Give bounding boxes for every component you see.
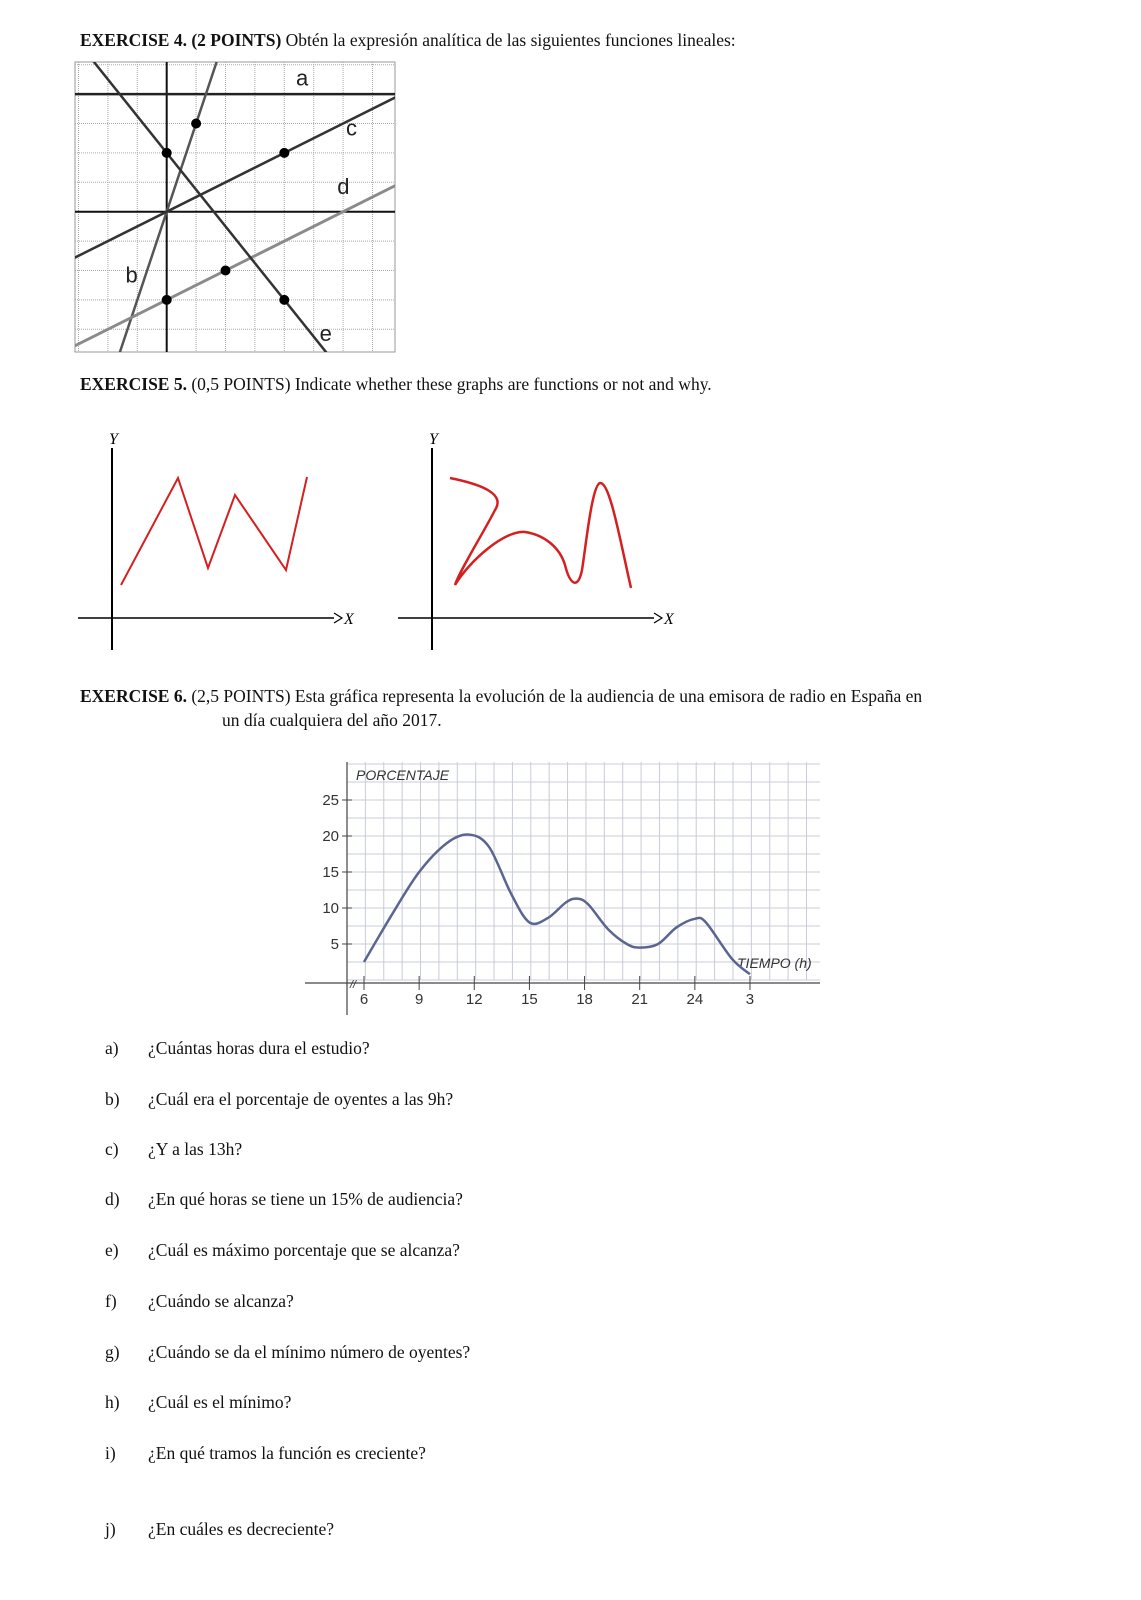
graph2-y-label: Y <box>429 431 438 448</box>
question-label: i) <box>105 1443 116 1463</box>
question-label: f) <box>105 1291 117 1311</box>
question-text: ¿Cuál es el mínimo? <box>148 1392 292 1412</box>
exercise4-text: Obtén la expresión analítica de las siguientes funciones lineales: <box>285 30 736 50</box>
x-tick-label: 21 <box>631 991 649 1008</box>
x-axis-title: TIEMPO (h) <box>737 955 812 971</box>
graph2-x-label: X <box>664 611 674 628</box>
y-tick-label: 25 <box>322 792 339 809</box>
x-tick-label: 15 <box>521 991 538 1008</box>
exercise6-text-line1: Esta gráfica representa la evolución de la audiencia de una emisora de radio en España en <box>294 686 923 706</box>
y-tick-label: 20 <box>322 828 339 845</box>
line-label-d: d <box>337 174 350 200</box>
line-label-c: c <box>346 115 358 141</box>
exercise4-heading: EXERCISE 4. <box>80 30 187 50</box>
exercise6-points: (2,5 POINTS) <box>191 686 291 706</box>
y-tick-label: 15 <box>322 864 339 881</box>
audience-curve <box>364 834 750 974</box>
question-label: e) <box>105 1240 119 1260</box>
question-label: d) <box>105 1189 120 1209</box>
x-tick-label: 3 <box>745 991 755 1008</box>
line-label-b: b <box>125 262 138 288</box>
x-tick-label: 18 <box>576 991 593 1008</box>
question-label: b) <box>105 1089 120 1109</box>
x-tick-label: 12 <box>465 991 483 1008</box>
exercise6-text-line2: un día cualquiera del año 2017. <box>222 710 442 730</box>
x-tick-label: 24 <box>686 991 704 1008</box>
y-tick-label: 5 <box>330 936 339 953</box>
question-label: c) <box>105 1139 119 1159</box>
question-text: ¿Cuál era el porcentaje de oyentes a las 9h? <box>148 1089 454 1109</box>
question-text: ¿En qué tramos la función es creciente? <box>148 1443 426 1463</box>
graph1-x-label: X <box>344 611 354 628</box>
question-text: ¿Y a las 13h? <box>148 1139 243 1159</box>
y-tick-label: 10 <box>322 900 339 917</box>
y-axis-title: PORCENTAJE <box>356 767 450 783</box>
exercise5-text: Indicate whether these graphs are functions or not and why. <box>294 374 712 394</box>
axis-break-icon: // <box>350 979 357 991</box>
line-label-a: a <box>296 65 309 91</box>
exercise5-heading: EXERCISE 5. <box>80 374 187 394</box>
line-label-e: e <box>319 321 332 347</box>
question-label: j) <box>105 1519 116 1539</box>
exercise4-points: (2 POINTS) <box>191 30 282 50</box>
exercise5-points: (0,5 POINTS) <box>191 374 291 394</box>
x-tick-label: 6 <box>359 991 369 1008</box>
question-text: ¿Cuál es máximo porcentaje que se alcanza? <box>148 1240 460 1260</box>
x-tick-label: 9 <box>414 991 424 1008</box>
question-label: g) <box>105 1342 120 1362</box>
question-text: ¿En qué horas se tiene un 15% de audiencia? <box>148 1189 463 1209</box>
question-text: ¿Cuándo se alcanza? <box>148 1291 294 1311</box>
exercise6-heading: EXERCISE 6. <box>80 686 187 706</box>
question-text: ¿Cuándo se da el mínimo número de oyentes? <box>148 1342 471 1362</box>
graph1-y-label: Y <box>109 431 118 448</box>
question-label: h) <box>105 1392 120 1412</box>
question-text: ¿Cuántas horas dura el estudio? <box>148 1038 370 1058</box>
question-text: ¿En cuáles es decreciente? <box>148 1519 335 1539</box>
question-label: a) <box>105 1038 119 1058</box>
